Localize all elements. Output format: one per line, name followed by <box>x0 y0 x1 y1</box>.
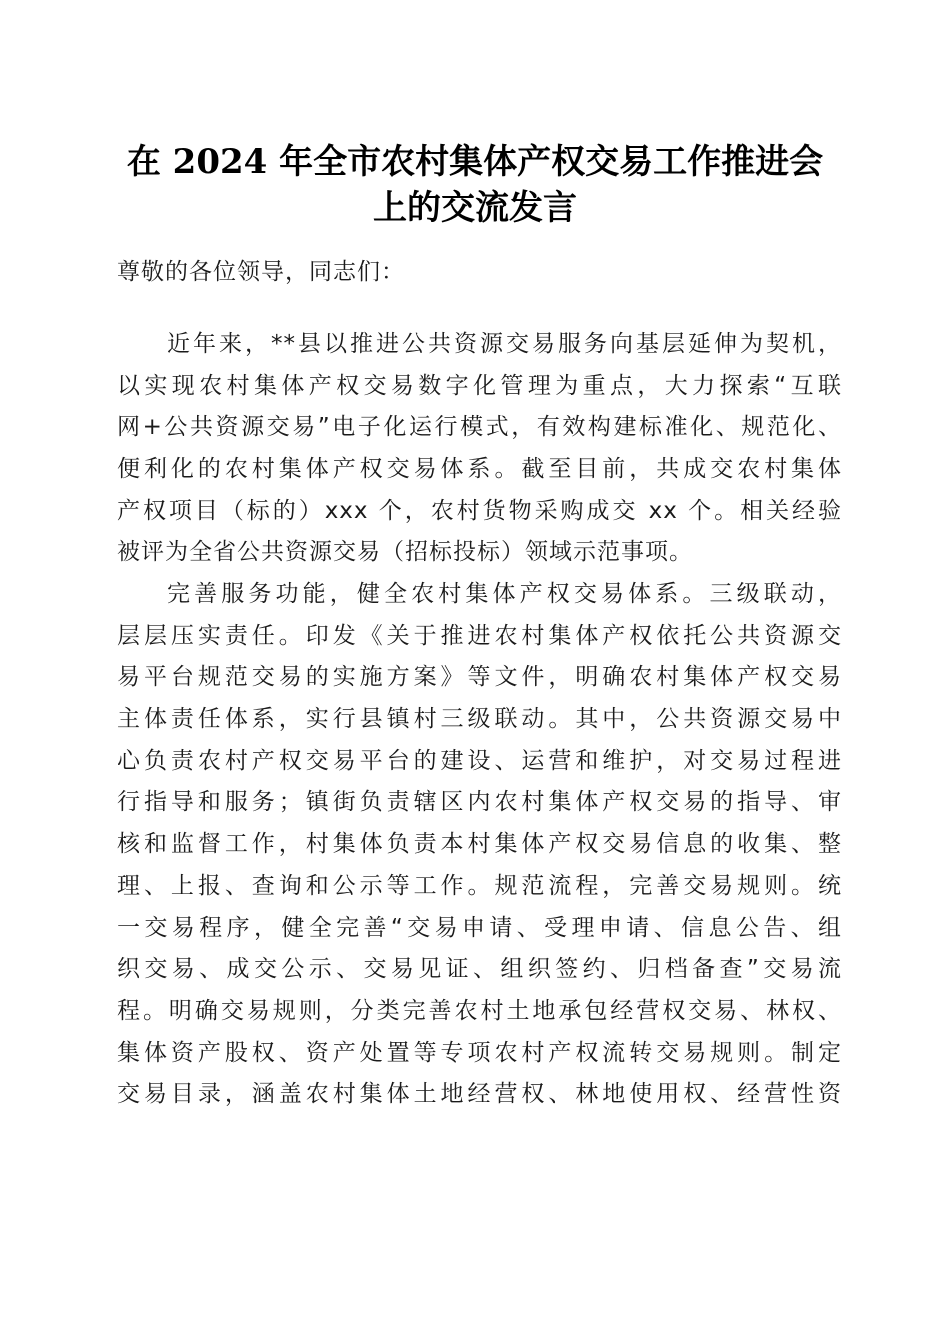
paragraph-line: 层层压实责任。印发《关于推进农村集体产权依托公共资源交 <box>117 622 842 649</box>
salutation: 尊敬的各位领导，同志们： <box>117 259 405 285</box>
paragraph-line: 集体资产股权、资产处置等专项农村产权流转交易规则。制定 <box>117 1039 842 1066</box>
paragraph-line: 被评为全省公共资源交易（招标投标）领域示范事项。 <box>117 539 693 566</box>
paragraph-line: 以实现农村集体产权交易数字化管理为重点，大力探索“互联 <box>117 372 842 399</box>
paragraph-1 <box>117 324 842 574</box>
paragraph-line: 心负责农村产权交易平台的建设、运营和维护，对交易过程进 <box>117 747 842 774</box>
document-title-line-2: 上的交流发言 <box>373 188 577 228</box>
paragraph-line: 核和监督工作，村集体负责本村集体产权交易信息的收集、整 <box>117 831 842 858</box>
paragraph-line: 理、上报、查询和公示等工作。规范流程，完善交易规则。统 <box>117 872 842 899</box>
paragraph-line: 行指导和服务；镇街负责辖区内农村集体产权交易的指导、审 <box>117 789 842 816</box>
paragraph-2 <box>117 574 842 1116</box>
paragraph-line: 程。明确交易规则，分类完善农村土地承包经营权交易、林权、 <box>117 997 842 1024</box>
paragraph-line: 交易目录，涵盖农村集体土地经营权、林地使用权、经营性资 <box>117 1081 842 1108</box>
paragraph-line: 主体责任体系，实行县镇村三级联动。其中，公共资源交易中 <box>117 706 842 733</box>
paragraph-line: 易平台规范交易的实施方案》等文件，明确农村集体产权交易 <box>117 664 842 691</box>
document-title-line-1: 在 2024 年全市农村集体产权交易工作推进会 <box>126 142 824 182</box>
paragraph-line: 网+公共资源交易”电子化运行模式，有效构建标准化、规范化、 <box>117 414 842 441</box>
paragraph-line: 织交易、成交公示、交易见证、组织签约、归档备查”交易流 <box>117 956 842 983</box>
paragraph-line: 完善服务功能，健全农村集体产权交易体系。三级联动， <box>167 581 842 607</box>
paragraph-line: 便利化的农村集体产权交易体系。截至目前，共成交农村集体 <box>117 456 842 483</box>
paragraph-line: 产权项目（标的）xxx 个，农村货物采购成交 xx 个。相关经验 <box>117 497 842 524</box>
paragraph-line: 近年来，**县以推进公共资源交易服务向基层延伸为契机， <box>167 331 842 357</box>
paragraph-line: 一交易程序，健全完善“交易申请、受理申请、信息公告、组 <box>117 914 842 941</box>
